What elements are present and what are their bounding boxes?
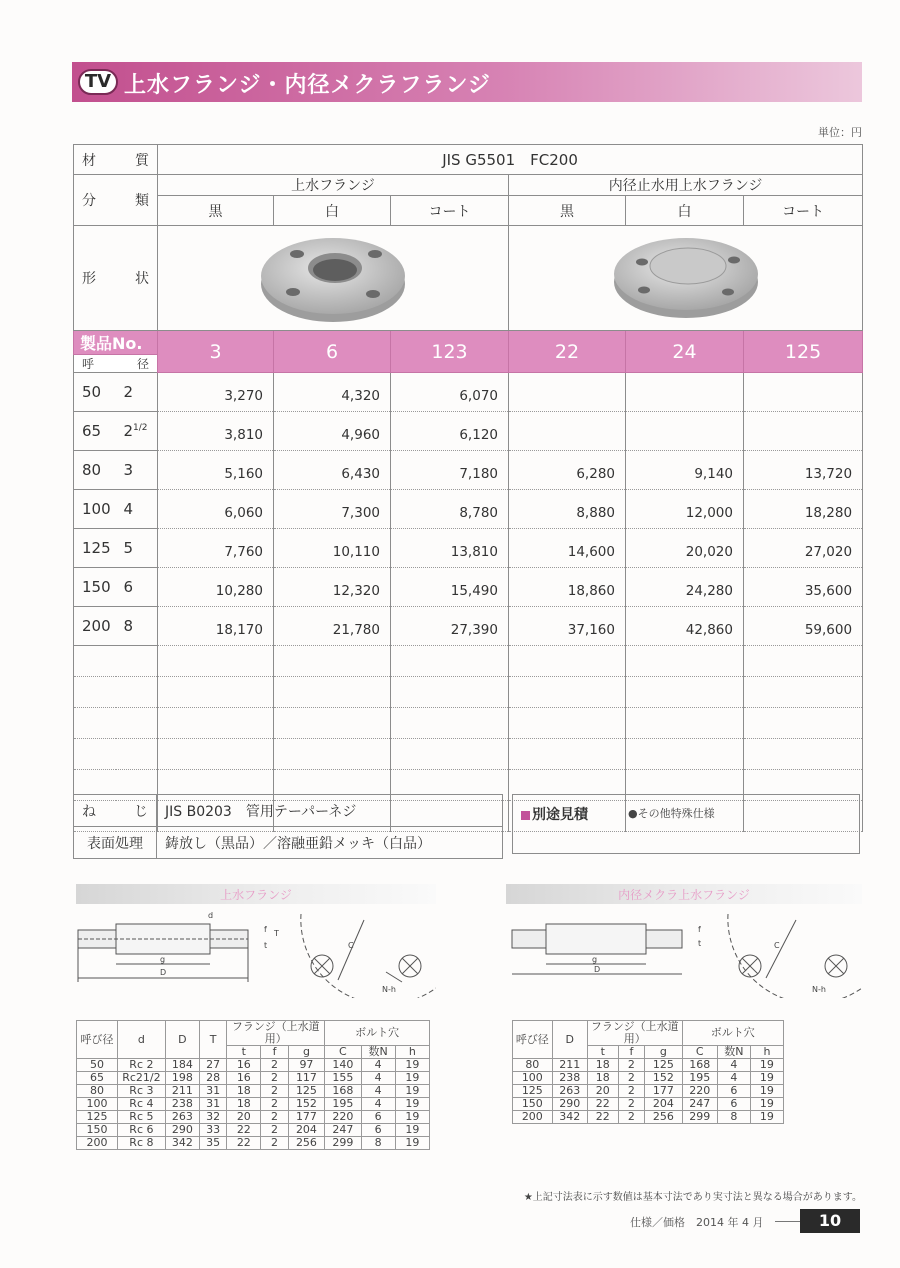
dim-subheader: g: [645, 1046, 682, 1059]
dim-cell: 299: [682, 1111, 717, 1124]
dim-row: [513, 1085, 784, 1098]
price-cell: 10,280: [158, 568, 274, 607]
material-label: 材 質: [74, 145, 158, 175]
dim-cell: 211: [552, 1059, 587, 1072]
price-cell: 9,140: [626, 451, 744, 490]
dim-row: [513, 1098, 784, 1111]
label-t: t: [264, 941, 268, 950]
product-number: 22: [509, 331, 626, 373]
label-C: C: [774, 941, 780, 950]
dim-cell: 18: [587, 1072, 618, 1085]
price-cell: [744, 412, 863, 451]
dim-cell: 238: [165, 1098, 199, 1111]
dim-subheader: C: [682, 1046, 717, 1059]
dim-header: D: [165, 1021, 199, 1059]
price-cell: 35,600: [744, 568, 863, 607]
dim-cell: 28: [199, 1072, 226, 1085]
dim-cell: 4: [361, 1072, 395, 1085]
dim-cell: 19: [395, 1085, 429, 1098]
dim-cell: 211: [165, 1085, 199, 1098]
flange-dimension-table: [76, 1020, 430, 1150]
dim-header: d: [117, 1021, 165, 1059]
dim-cell: 65: [77, 1072, 118, 1085]
dim-cell: 152: [288, 1098, 324, 1111]
dim-subheader: t: [587, 1046, 618, 1059]
dim-subheader: t: [227, 1046, 261, 1059]
dim-cell: 80: [513, 1059, 553, 1072]
section-header: [72, 62, 862, 102]
dim-cell: 2: [618, 1098, 644, 1111]
blind-flange-dimension-table: [512, 1020, 784, 1124]
label-C: C: [348, 941, 354, 950]
dim-cell: 2: [261, 1111, 288, 1124]
dim-header: フランジ（上水道用）: [587, 1021, 682, 1046]
price-cell: 7,180: [391, 451, 509, 490]
dim-cell: 20: [587, 1085, 618, 1098]
dim-cell: Rc 5: [117, 1111, 165, 1124]
dim-cell: 22: [227, 1137, 261, 1150]
material-value: JIS G5501 FC200: [158, 145, 863, 175]
label-Nh: N-h: [382, 985, 396, 994]
thread-value: JIS B0203 管用テーパーネジ: [157, 795, 503, 827]
dim-subheader: h: [750, 1046, 783, 1059]
dim-header: ボルト穴: [325, 1021, 430, 1046]
dim-row: [77, 1059, 430, 1072]
dim-cell: 22: [587, 1111, 618, 1124]
spec-table: [73, 794, 503, 859]
finish-coat: コート: [744, 196, 863, 226]
finish-white: 白: [626, 196, 744, 226]
flange-image: [253, 226, 413, 326]
price-cell: 14,600: [509, 529, 626, 568]
blind-flange-image-cell: [509, 226, 863, 331]
size-mm: 150: [74, 568, 116, 607]
dim-subheader: g: [288, 1046, 324, 1059]
dim-cell: 247: [325, 1124, 361, 1137]
surface-label: 表面処理: [74, 827, 157, 859]
price-cell: 7,760: [158, 529, 274, 568]
price-table: [73, 144, 863, 832]
price-cell: 10,110: [274, 529, 391, 568]
size-inch: 5: [116, 529, 158, 568]
dim-cell: 2: [261, 1072, 288, 1085]
dim-cell: 33: [199, 1124, 226, 1137]
dim-header: 呼び径: [513, 1021, 553, 1059]
dim-cell: 150: [513, 1098, 553, 1111]
size-inch: 8: [116, 607, 158, 646]
label-f: f: [698, 925, 701, 934]
dim-row: [77, 1085, 430, 1098]
price-cell: 12,000: [626, 490, 744, 529]
dim1-body: [77, 1059, 430, 1150]
price-cell: 8,880: [509, 490, 626, 529]
size-inch: 4: [116, 490, 158, 529]
product-number: 125: [744, 331, 863, 373]
product-number: 6: [274, 331, 391, 373]
size-mm: 65: [74, 412, 116, 451]
price-cell: 59,600: [744, 607, 863, 646]
dim-row: [77, 1137, 430, 1150]
footer-rule: [775, 1221, 800, 1222]
dim-cell: 27: [199, 1059, 226, 1072]
label-g: g: [160, 955, 166, 964]
dim-cell: 177: [288, 1111, 324, 1124]
category-label: 分 類: [74, 175, 158, 226]
size-inch: 3: [116, 451, 158, 490]
product-number: 123: [391, 331, 509, 373]
category-badge: TV: [78, 69, 118, 95]
dim-subheader: 数N: [717, 1046, 750, 1059]
price-cell: 12,320: [274, 568, 391, 607]
dim-cell: 220: [325, 1111, 361, 1124]
dim-cell: 8: [361, 1137, 395, 1150]
dim-cell: 150: [77, 1124, 118, 1137]
price-cell: 20,020: [626, 529, 744, 568]
dim-cell: 31: [199, 1085, 226, 1098]
dim-cell: 256: [288, 1137, 324, 1150]
dim-cell: 31: [199, 1098, 226, 1111]
empty-row: [74, 739, 863, 770]
dim-cell: 125: [513, 1085, 553, 1098]
dim-cell: 6: [717, 1085, 750, 1098]
dim-cell: 200: [513, 1111, 553, 1124]
flange-image-cell: [158, 226, 509, 331]
price-cell: 18,170: [158, 607, 274, 646]
label-f: f: [264, 925, 267, 934]
dim-header: フランジ（上水道用）: [227, 1021, 325, 1046]
dim-cell: 19: [395, 1137, 429, 1150]
price-cell: 6,280: [509, 451, 626, 490]
price-cell: 5,160: [158, 451, 274, 490]
price-cell: 8,780: [391, 490, 509, 529]
label-D: D: [160, 968, 167, 977]
section-title: 上水フランジ・内径メクラフランジ: [124, 73, 491, 98]
dim-cell: 117: [288, 1072, 324, 1085]
product-number: 3: [158, 331, 274, 373]
finish-coat: コート: [391, 196, 509, 226]
dim-cell: 4: [717, 1072, 750, 1085]
dim-cell: 22: [227, 1124, 261, 1137]
dim-cell: 2: [261, 1137, 288, 1150]
dim-cell: 100: [77, 1098, 118, 1111]
dim-cell: 247: [682, 1098, 717, 1111]
dim-cell: 263: [552, 1085, 587, 1098]
dim-cell: 19: [750, 1098, 783, 1111]
group-blind-flange: 内径止水用上水フランジ: [509, 175, 863, 196]
dim-cell: 342: [552, 1111, 587, 1124]
dim-row: [77, 1111, 430, 1124]
dim-cell: 204: [288, 1124, 324, 1137]
dim-cell: 299: [325, 1137, 361, 1150]
blind-flange-image: [606, 226, 766, 326]
dim-cell: 2: [618, 1085, 644, 1098]
price-cell: 3,810: [158, 412, 274, 451]
dim-row: [77, 1072, 430, 1085]
dim-cell: 4: [361, 1059, 395, 1072]
dim-cell: 32: [199, 1111, 226, 1124]
dim-cell: 152: [645, 1072, 682, 1085]
price-cell: 6,430: [274, 451, 391, 490]
empty-row: [74, 708, 863, 739]
dim-cell: 18: [227, 1085, 261, 1098]
dim-cell: 19: [395, 1059, 429, 1072]
dim-cell: 200: [77, 1137, 118, 1150]
footnote: ★上記寸法表に示す数値は基本寸法であり実寸法と異なる場合があります。: [523, 1192, 862, 1203]
price-cell: 6,070: [391, 373, 509, 412]
dim-cell: 168: [682, 1059, 717, 1072]
dim-cell: 125: [645, 1059, 682, 1072]
special-quote-label: 別途見積: [521, 804, 588, 824]
dim-cell: 2: [618, 1059, 644, 1072]
price-cell: 21,780: [274, 607, 391, 646]
dim-cell: 18: [227, 1098, 261, 1111]
dim-cell: 18: [587, 1059, 618, 1072]
dim-cell: 140: [325, 1059, 361, 1072]
surface-value: 鋳放し（黒品）／溶融亜鉛メッキ（白品）: [157, 827, 503, 859]
dim-cell: 290: [165, 1124, 199, 1137]
empty-row: [74, 646, 863, 677]
label-t: t: [698, 939, 702, 948]
dim-cell: 2: [261, 1059, 288, 1072]
dim-cell: Rc 6: [117, 1124, 165, 1137]
dim-cell: 155: [325, 1072, 361, 1085]
unit-label: 単位：円: [818, 126, 862, 139]
page-number: 10: [800, 1209, 860, 1233]
dim-row: [513, 1111, 784, 1124]
square-icon: [521, 811, 530, 820]
price-cell: 27,020: [744, 529, 863, 568]
dim-cell: 6: [361, 1124, 395, 1137]
label-T: T: [274, 929, 279, 938]
price-cell: [626, 373, 744, 412]
product-number-label: 製品No.: [74, 331, 158, 355]
dim-header: 呼び径: [77, 1021, 118, 1059]
size-mm: 200: [74, 607, 116, 646]
price-cell: 15,490: [391, 568, 509, 607]
dim-cell: 177: [645, 1085, 682, 1098]
price-cell: 18,860: [509, 568, 626, 607]
dim-cell: 8: [717, 1111, 750, 1124]
label-D: D: [594, 965, 601, 974]
dim-cell: 35: [199, 1137, 226, 1150]
price-cell: [626, 412, 744, 451]
dim-cell: 22: [587, 1098, 618, 1111]
dim-cell: Rc 8: [117, 1137, 165, 1150]
dim-cell: 19: [750, 1085, 783, 1098]
dim-cell: 16: [227, 1072, 261, 1085]
dim-cell: 4: [361, 1098, 395, 1111]
dim-header: ボルト穴: [682, 1021, 783, 1046]
dim-cell: Rc21/2: [117, 1072, 165, 1085]
dim-cell: 198: [165, 1072, 199, 1085]
dim-cell: 256: [645, 1111, 682, 1124]
price-cell: 42,860: [626, 607, 744, 646]
dim-cell: 19: [750, 1111, 783, 1124]
price-cell: 24,280: [626, 568, 744, 607]
dim-cell: 125: [77, 1111, 118, 1124]
finish-white: 白: [274, 196, 391, 226]
flange-drawing: [76, 908, 436, 998]
dim-cell: 195: [682, 1072, 717, 1085]
size-mm: 125: [74, 529, 116, 568]
dim-subheader: 数N: [361, 1046, 395, 1059]
dim-subheader: C: [325, 1046, 361, 1059]
size-inch: 2: [116, 373, 158, 412]
size-mm: 50: [74, 373, 116, 412]
size-inch: $2^{1/2}$: [116, 412, 158, 451]
dim-cell: Rc 3: [117, 1085, 165, 1098]
dim-cell: 6: [717, 1098, 750, 1111]
price-cell: 4,960: [274, 412, 391, 451]
dim-cell: 97: [288, 1059, 324, 1072]
dim-cell: 184: [165, 1059, 199, 1072]
dim-cell: 195: [325, 1098, 361, 1111]
dim-cell: 168: [325, 1085, 361, 1098]
thread-label: ね じ: [74, 795, 157, 827]
dim-cell: 263: [165, 1111, 199, 1124]
price-cell: 6,060: [158, 490, 274, 529]
price-cell: [744, 373, 863, 412]
special-quote-box: [512, 794, 860, 854]
dim-cell: 100: [513, 1072, 553, 1085]
drawing-title: 内径メクラ上水フランジ: [618, 888, 750, 902]
size-mm: 80: [74, 451, 116, 490]
dim-row: [513, 1072, 784, 1085]
dim-cell: 19: [395, 1072, 429, 1085]
dim-subheader: h: [395, 1046, 429, 1059]
dim-cell: 2: [261, 1098, 288, 1111]
dim-cell: 290: [552, 1098, 587, 1111]
drawing-title-bar: [76, 884, 436, 904]
dim-cell: 204: [645, 1098, 682, 1111]
dim-cell: 20: [227, 1111, 261, 1124]
dim-cell: 80: [77, 1085, 118, 1098]
price-cell: 7,300: [274, 490, 391, 529]
dim-cell: 19: [395, 1124, 429, 1137]
dim-cell: Rc 4: [117, 1098, 165, 1111]
price-cell: [509, 373, 626, 412]
dim-row: [77, 1098, 430, 1111]
label-g: g: [592, 955, 598, 964]
finish-black: 黒: [509, 196, 626, 226]
dim-cell: 50: [77, 1059, 118, 1072]
price-cell: 3,270: [158, 373, 274, 412]
dim-row: [77, 1124, 430, 1137]
price-cell: 37,160: [509, 607, 626, 646]
price-cell: 27,390: [391, 607, 509, 646]
dim-cell: 220: [682, 1085, 717, 1098]
drawing-title-bar: [506, 884, 862, 904]
empty-row: [74, 677, 863, 708]
dim-cell: 19: [750, 1072, 783, 1085]
blind-flange-drawing: [506, 908, 862, 998]
price-cell: 18,280: [744, 490, 863, 529]
dim-cell: 19: [395, 1111, 429, 1124]
dim-cell: 2: [261, 1085, 288, 1098]
finish-black: 黒: [158, 196, 274, 226]
product-number: 24: [626, 331, 744, 373]
dim-subheader: f: [618, 1046, 644, 1059]
dim-cell: 4: [717, 1059, 750, 1072]
dim-cell: 238: [552, 1072, 587, 1085]
dim-cell: 4: [361, 1085, 395, 1098]
group-potable-flange: 上水フランジ: [158, 175, 509, 196]
price-cell: 13,720: [744, 451, 863, 490]
dim-cell: 125: [288, 1085, 324, 1098]
size-label: 呼 径: [74, 355, 158, 373]
dim-subheader: f: [261, 1046, 288, 1059]
dim-header: T: [199, 1021, 226, 1059]
dim-cell: 6: [361, 1111, 395, 1124]
price-cell: [509, 412, 626, 451]
dim2-body: [513, 1059, 784, 1124]
price-cell: 4,320: [274, 373, 391, 412]
label-d: d: [208, 911, 214, 920]
dim-cell: 2: [618, 1072, 644, 1085]
dim-cell: 19: [395, 1098, 429, 1111]
dim-header: D: [552, 1021, 587, 1059]
dim-row: [513, 1059, 784, 1072]
shape-label: 形 状: [74, 226, 158, 331]
price-cell: 6,120: [391, 412, 509, 451]
dim-cell: 2: [618, 1111, 644, 1124]
dim-cell: Rc 2: [117, 1059, 165, 1072]
special-quote-note: ●その他特殊仕様: [628, 807, 715, 820]
dim-cell: 19: [750, 1059, 783, 1072]
price-cell: 13,810: [391, 529, 509, 568]
dim-cell: 16: [227, 1059, 261, 1072]
dim-cell: 342: [165, 1137, 199, 1150]
label-Nh: N-h: [812, 985, 826, 994]
size-mm: 100: [74, 490, 116, 529]
footer-text: 仕様／価格 2014 年 4 月: [630, 1216, 764, 1229]
drawing-title: 上水フランジ: [220, 888, 292, 902]
dim-cell: 2: [261, 1124, 288, 1137]
size-inch: 6: [116, 568, 158, 607]
